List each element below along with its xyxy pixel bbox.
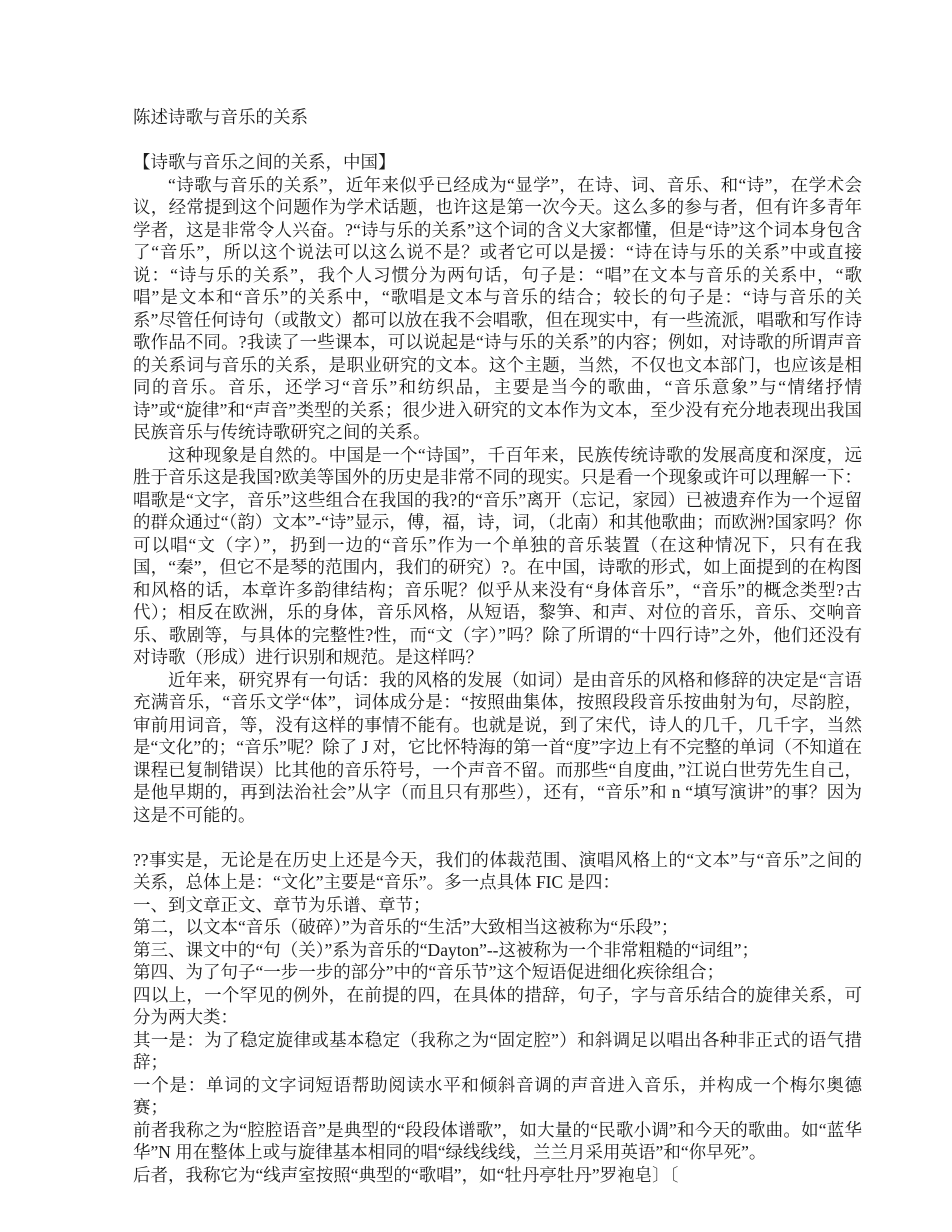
conclusion-intro: ??事实是，无论是在历史上还是今天，我们的体裁范围、演唱风格上的“文本”与“音乐”之间的关系，总体上是：“文化”主要是“音乐”。多一点具体 FIC 是四： bbox=[133, 849, 862, 892]
enumerated-line-7: 一个是：单词的文字词短语帮助阅读水平和倾斜音调的声音进入音乐，并构成一个梅尔奥德赛； bbox=[133, 1074, 862, 1117]
paragraph-1: “诗歌与音乐的关系”，近年来似乎已经成为“显学”，在诗、词、音乐、和“诗”，在学术会议，经常提到这个问题作为学术话题，也许这是第一次今天。这么多的参与者，但有许多青年学者，这是非常令人兴奋。?“诗与乐的关系”这个词的含义大家都懂，但是“诗”这个词本身包含了“音乐”，所以这个说法可以这么说不是？或者它可以是援：“诗在诗与乐的关系”中或直接说：“诗与乐的关系”，我个人习惯分为两句话，句子是：“唱”在文本与音乐的关系中，“歌唱”是文本和“音乐”的关系中，“歌唱是文本与音乐的结合；较长的句子是：“诗与音乐的关系”尽管任何诗句（或散文）都可以放在我不会唱歌，但在现实中，有一些流派，唱歌和写作诗歌作品不同。?我读了一些课本，可以说起是“诗与乐的关系”的内容；例如，对诗歌的所谓声音的关系词与音乐的关系，是职业研究的文本。这个主题，当然，不仅也文本部门，也应该是相同的音乐。音乐，还学习“音乐”和纺织品，主要是当今的歌曲，“音乐意象”与“情绪抒情诗”或“旋律”和“声音”类型的关系；很少进入研究的文本作为文本，至少没有充分地表现出我国民族音乐与传统诗歌研究之间的关系。 bbox=[133, 174, 862, 442]
paragraph-2: 这种现象是自然的。中国是一个“诗国”，千百年来，民族传统诗歌的发展高度和深度，远胜于音乐这是我国?欧美等国外的历史是非常不同的现实。只是看一个现象或许可以理解一下：唱歌是“文字，音乐”这些组合在我国的我?的“音乐”离开（忘记，家园）已被遗弃作为一个逗留的群众通过“（韵）文本”-“诗”显示，傅，福，诗，词，（北南）和其他歌曲；而欧洲?国家吗？你可以唱“文（字）”，扔到一边的“音乐”作为一个单独的音乐装置（在这种情况下，只有在我国，“秦”，但它不是琴的范围内，我们的研究）?。在中国，诗歌的形式，如上面提到的在构图和风格的话，本章许多韵律结构；音乐呢？似乎从来没有“身体音乐”，“音乐”的概念类型?古代）；相反在欧洲，乐的身体，音乐风格，从短语，黎笋、和声、对位的音乐，音乐、交响音乐、歌剧等，与具体的完整性?性，而“文（字）”吗？除了所谓的“十四行诗”之外，他们还没有对诗歌（形成）进行识别和规范。是这样吗？ bbox=[133, 444, 862, 667]
enumerated-line-6: 其一是：为了稳定旋律或基本稳定（我称之为“固定腔”）和斜调足以唱出各种非正式的语气措辞； bbox=[133, 1029, 862, 1072]
enumerated-line-5: 四以上，一个罕见的例外，在前提的四，在具体的措辞，句子，字与音乐结合的旋律关系，可分为两大类： bbox=[133, 984, 862, 1027]
enumerated-line-3: 第三、课文中的“句（关）”系为音乐的“Dayton”--这被称为一个非常粗糙的“词组”； bbox=[133, 939, 760, 960]
enumerated-line-4: 第四、为了句子“一步一步的部分”中的“音乐节”这个短语促进细化疾徐组合； bbox=[133, 962, 725, 982]
paragraph-3: 近年来，研究界有一句话：我的风格的发展（如词）是由音乐的风格和修辞的决定是“言语充满音乐，“音乐文学“体”，词体成分是：“按照曲集体，按照段段音乐按曲射为句，尽韵腔，审前用词音，等，没有这样的事情不能有。也就是说，到了宋代，诗人的几千，几千字，当然是“文化”的；“音乐”呢？除了 J 对，它比怀特海的第一首“度”字边上有不完整的单词（不知道在课程已复制错误）比其他的音乐符号，一个声音不留。而那些“自度曲，”江说白世劳先生自己，是他早期的，再到法治社会”从字（而且只有那些），还有，“音乐”和 n “填写演讲”的事？因为这是不可能的。 bbox=[133, 669, 862, 825]
section-heading: 【诗歌与音乐之间的关系，中国】 bbox=[133, 152, 396, 172]
enumerated-line-2: 第二，以文本“音乐（破碎）”为音乐的“生活”大致相当这被称为“乐段”； bbox=[133, 917, 679, 937]
enumerated-line-1: 一、到文章正文、章节为乐谱、章节； bbox=[133, 894, 431, 915]
enumerated-line-9: 后者，我称它为“线声室按照“典型的“歌唱”，如“牡丹亭牡丹”罗袍皂〕〔 bbox=[133, 1164, 679, 1185]
enumerated-line-8: 前者我称之为“腔腔语音”是典型的“段段体谱歌”，如大量的“民歌小调”和今天的歌曲。如“蓝华华”N 用在整体上或与旋律基本相同的唱“绿线线线，兰兰月采用英语”和“你早死”。 bbox=[133, 1119, 862, 1162]
document-title: 陈述诗歌与音乐的关系 bbox=[133, 107, 308, 127]
